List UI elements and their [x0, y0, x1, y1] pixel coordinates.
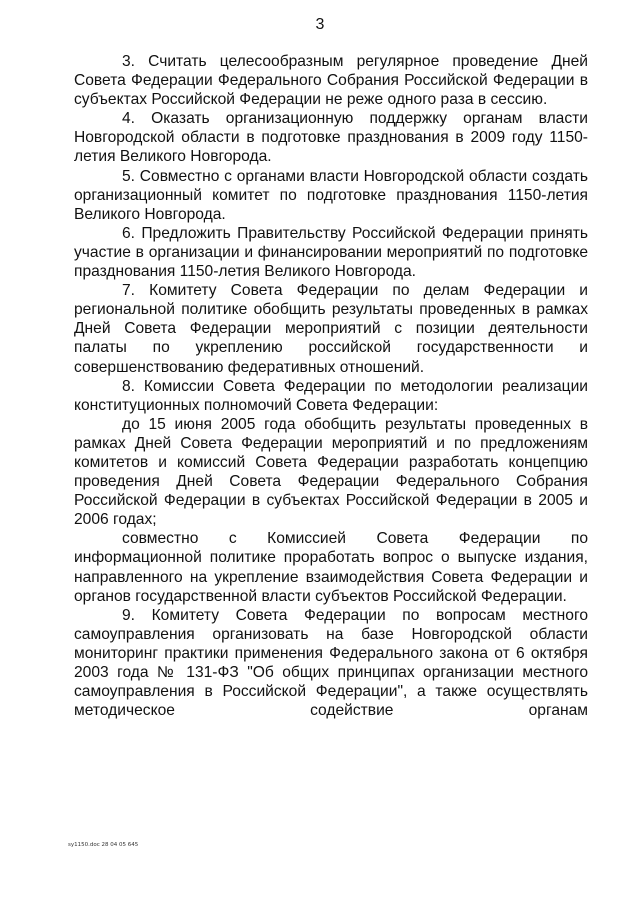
paragraph-8-item-1: до 15 июня 2005 года обобщить результаты проведенных в рамках Дней Совета Федерации мероприятий и по предложениям комитетов и комиссий Совета Федерации разработать концепцию проведения Дней Совета Федерации Федерального Собрания Российской Федерации в субъектах Российской Федерации в 2005 и 2006 годах; [74, 415, 588, 529]
paragraph-7: 7. Комитету Совета Федерации по делам Федерации и региональной политике обобщить результаты проведенных в рамках Дней Совета Федерации мероприятий с позиции деятельности палаты по укреплению российской государственности и совершенствованию федеративных отношений. [74, 282, 588, 376]
footer-file-code: sy1150.doc 28 04 05 645 [68, 842, 139, 848]
document-body [74, 52, 588, 720]
paragraph-6: 6. Предложить Правительству Российской Федерации принять участие в организации и финансировании мероприятий по подготовке празднования 1150-летия Великого Новгорода. [74, 224, 588, 281]
paragraph-4: 4. Оказать организационную поддержку органам власти Новгородской области в подготовке празднования в 2009 году 1150-летия Великого Новгорода. [74, 110, 588, 166]
paragraph-3: 3. Считать целесообразным регулярное проведение Дней Совета Федерации Федерального Собрания Российской Федерации в субъектах Российской Федерации не реже одного раза в сессию. [74, 53, 588, 109]
page-number: 3 [315, 16, 325, 33]
paragraph-8: 8. Комиссии Совета Федерации по методологии реализации конституционных полномочий Совета Федерации: [74, 377, 588, 414]
paragraph-5: 5. Совместно с органами власти Новгородской области создать организационный комитет по подготовке празднования 1150-летия Великого Новгорода. [74, 167, 588, 223]
paragraph-9: 9. Комитету Совета Федерации по вопросам местного самоуправления организовать на базе Новгородской области мониторинг практики применения Федерального закона от 6 октября 2003 года № 131-ФЗ "Об общих принципах организации местного самоуправления в Российской Федерации", а также осуществлять методическое содействие органам [74, 606, 588, 720]
paragraph-8-item-2: совместно с Комиссией Совета Федерации по информационной политике проработать вопрос о выпуске издания, направленного на укрепление взаимодействия Совета Федерации и органов государственной власти субъектов Российской Федерации. [74, 530, 588, 605]
